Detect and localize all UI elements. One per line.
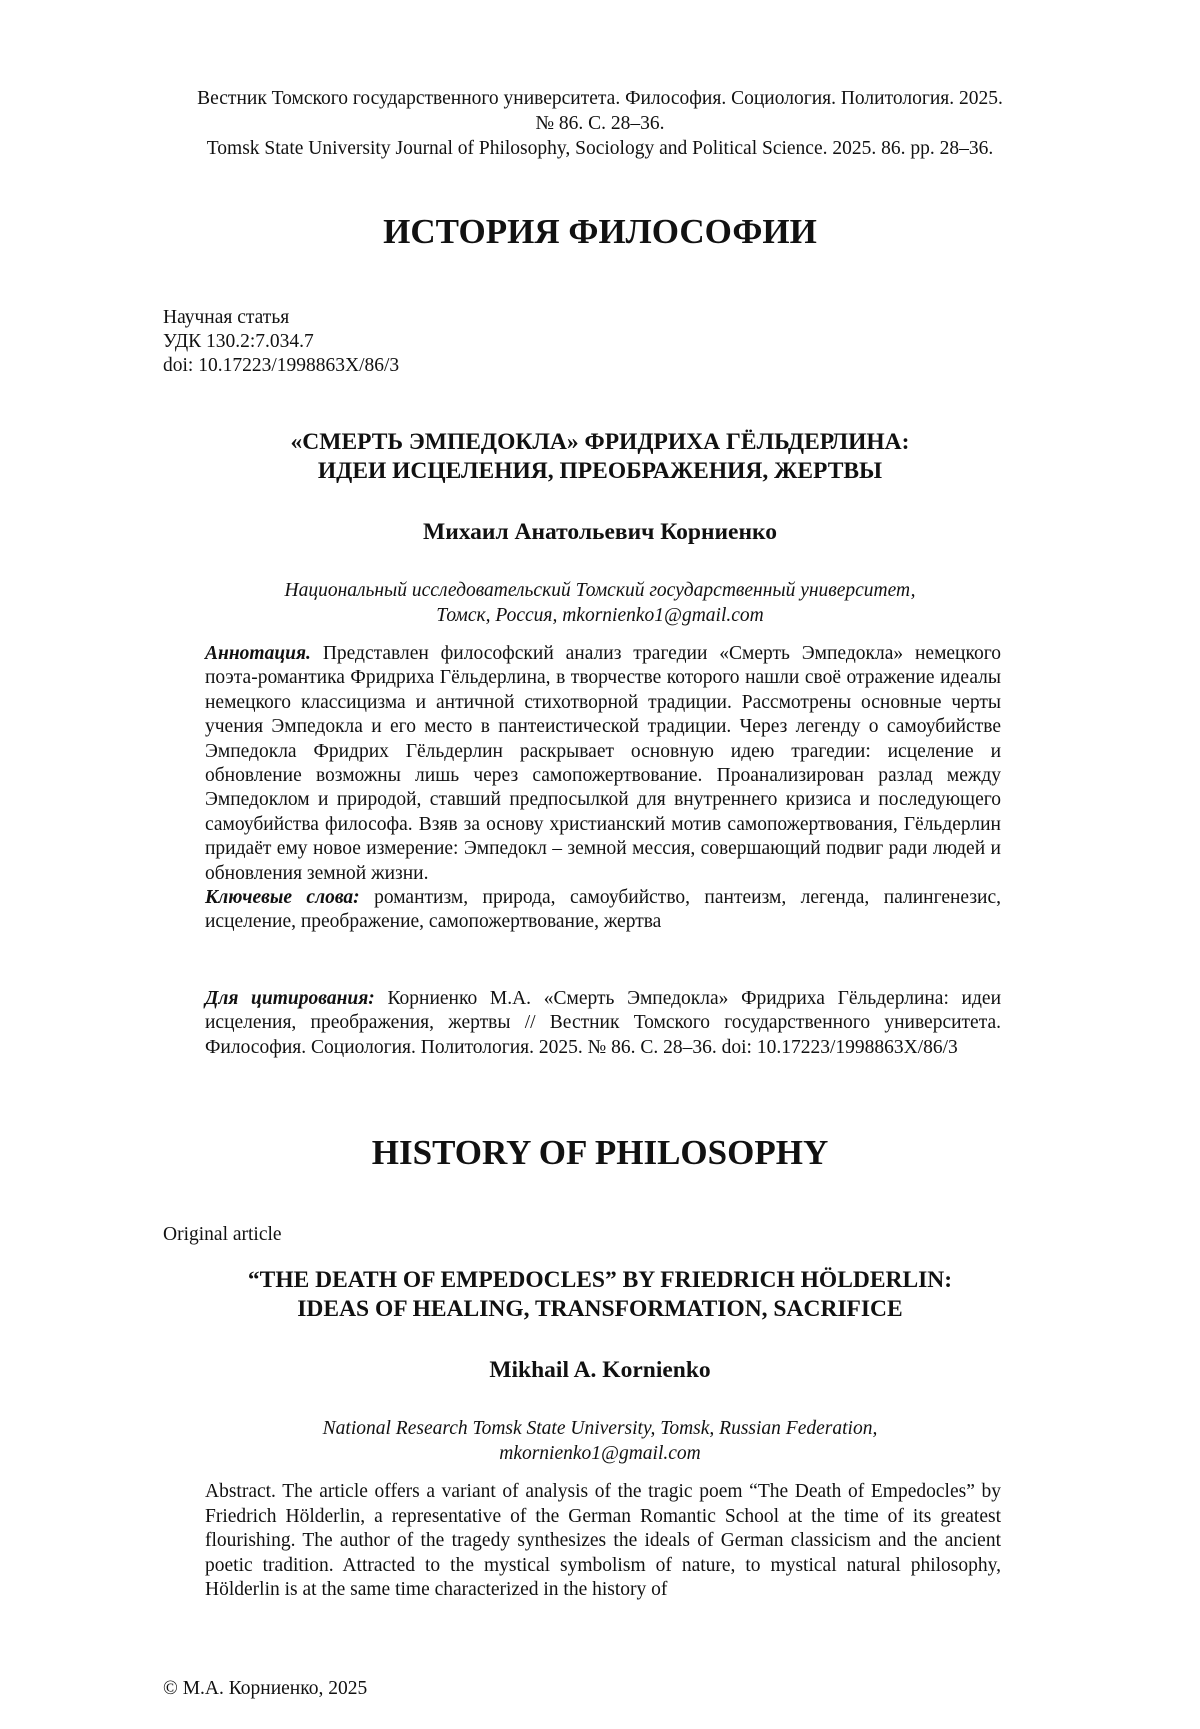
abstract-en-text: Abstract. The article offers a variant of analysis of the tragic poem “The Death of Empedocles” by Friedrich Hölderlin, a representative of the German Romantic School at the time of its greatest flourishing. The author of the tragedy synthesizes the ideals of German classicism and the ancient poetic tradition. Attracted to the mystical symbolism of nature, to mystical natural philosophy, Hölderlin is at the same time characterized in the history of — [205, 1481, 1001, 1600]
copyright: © М.А. Корниенко, 2025 — [163, 1678, 368, 1699]
citation-ru-paragraph — [205, 987, 1001, 1060]
article-title-en — [120, 1266, 1080, 1324]
section-title-en: HISTORY OF PHILOSOPHY — [371, 1133, 829, 1172]
author-ru: Михаил Анатольевич Корниенко — [423, 519, 777, 545]
affiliation-en-line2: mkornienko1@gmail.com — [499, 1443, 701, 1464]
citation-ru-label: Для цитирования: — [205, 988, 375, 1009]
journal-en: Tomsk State University Journal of Philosophy, Sociology and Political Science. 2025. 86. pp. 28–36. — [206, 138, 994, 159]
article-title-ru-line1: «СМЕРТЬ ЭМПЕДОКЛА» ФРИДРИХА ГЁЛЬДЕРЛИНА: — [290, 429, 910, 455]
affiliation-ru-line1: Национальный исследовательский Томский государственный университет, — [284, 580, 916, 601]
journal-header — [150, 86, 1050, 161]
abstract-ru-paragraph — [205, 642, 1001, 886]
citation-ru-text: Корниенко М.А. «Смерть Эмпедокла» Фридриха Гёльдерлина: идеи исцеления, преображения, жертвы // Вестник Томского государственного университета. Философия. Социология. Политология. 2025. № 86. С. 28–36. doi: 10.17223/1998863X/86/3 — [205, 988, 1002, 1058]
author-en: Mikhail A. Kornienko — [489, 1357, 711, 1383]
abstract-en — [205, 1480, 1001, 1603]
article-title-ru — [120, 428, 1080, 486]
affiliation-en — [150, 1416, 1050, 1466]
affiliation-ru-line2: Томск, Россия, mkornienko1@gmail.com — [436, 605, 764, 626]
keywords-ru-label: Ключевые слова: — [205, 887, 360, 909]
journal-ru-line1: Вестник Томского государственного университета. Философия. Социология. Политология. 2025. — [197, 88, 1003, 109]
journal-ru-line2: № 86. С. 28–36. — [535, 113, 665, 134]
citation-ru — [205, 987, 1001, 1060]
article-title-en-line2: IDEAS OF HEALING, TRANSFORMATION, SACRIFICE — [297, 1296, 903, 1322]
abstract-ru — [205, 642, 1001, 935]
abstract-ru-label: Аннотация. — [205, 643, 311, 664]
affiliation-ru — [150, 578, 1050, 628]
keywords-ru-text: романтизм, природа, самоубийство, пантеизм, легенда, палингенезис, исцеление, преображение, самопожертвование, жертва — [205, 887, 1001, 933]
affiliation-en-line1: National Research Tomsk State University, Tomsk, Russian Federation, — [322, 1418, 878, 1439]
article-type-en: Original article — [163, 1224, 282, 1245]
section-title-ru: ИСТОРИЯ ФИЛОСОФИИ — [383, 212, 817, 251]
article-title-en-line1: “THE DEATH OF EMPEDOCLES” BY FRIEDRICH HÖLDERLIN: — [247, 1267, 953, 1293]
doi: doi: 10.17223/1998863X/86/3 — [163, 355, 400, 376]
keywords-ru-paragraph — [205, 886, 1001, 935]
article-type-ru: Научная статья — [163, 307, 290, 328]
article-meta-ru — [163, 306, 399, 378]
abstract-ru-text: Представлен философский анализ трагедии «Смерть Эмпедокла» немецкого поэта-романтика Фридриха Гёльдерлина, в творчестве которого нашли своё отражение идеалы немецкого классицизма и античной стихотворной традиции. Рассмотрены основные черты учения Эмпедокла и его место в пантеистической традиции. Через легенду о самоубийстве Эмпедокла Фридрих Гёльдерлин раскрывает основную идею трагедии: исцеление и обновление возможны лишь через самопожертвование. Проанализирован разлад между Эмпедоклом и природой, ставший предпосылкой для внутреннего кризиса и последующего самоубийства философа. Взяв за основу христианский мотив самопожертвования, Гёльдерлин придаёт ему новое измерение: Эмпедокл – земной мессия, совершающий подвиг ради людей и обновления земной жизни. — [205, 643, 1001, 884]
article-title-ru-line2: ИДЕИ ИСЦЕЛЕНИЯ, ПРЕОБРАЖЕНИЯ, ЖЕРТВЫ — [317, 458, 883, 484]
udc: УДК 130.2:7.034.7 — [163, 331, 314, 352]
